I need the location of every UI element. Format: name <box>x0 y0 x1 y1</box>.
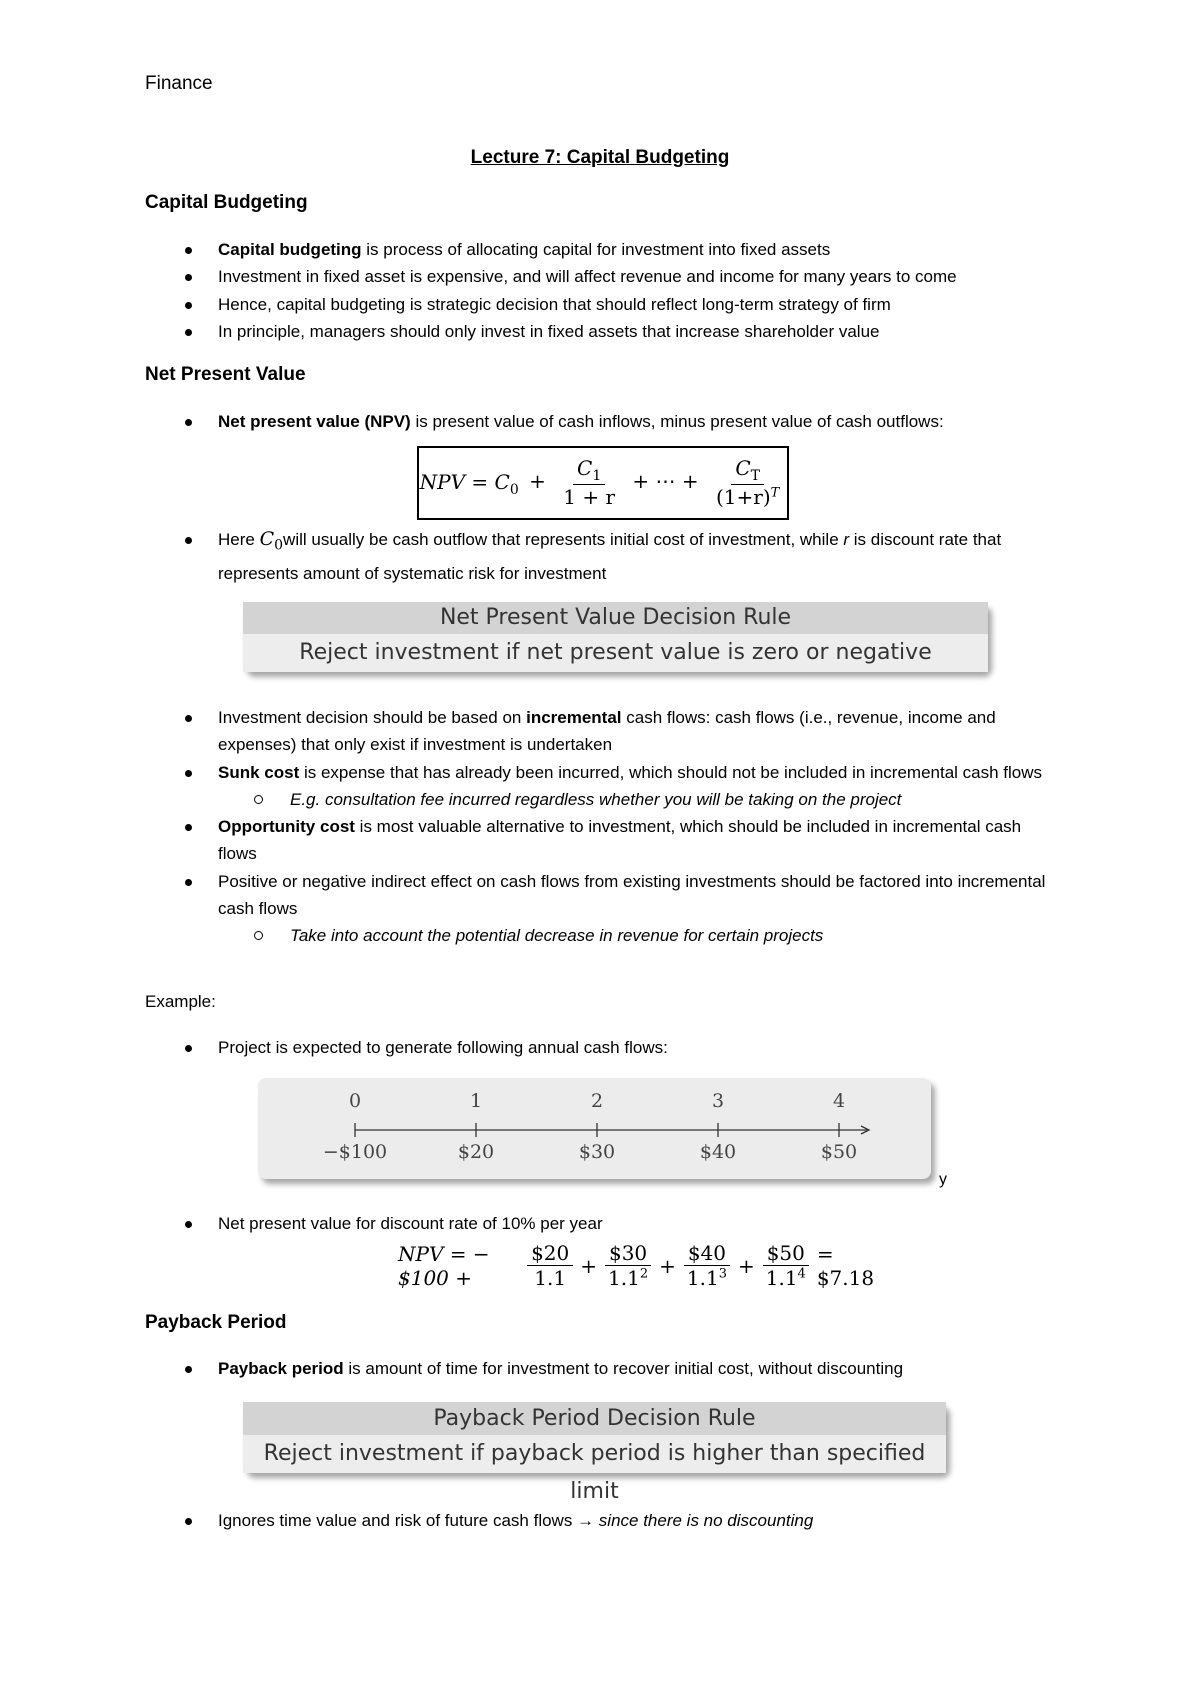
plus-sign: + <box>737 1254 755 1278</box>
list-item: Investment in fixed asset is expensive, and will affect revenue and income for many years to come <box>180 263 1060 290</box>
list-item: Positive or negative indirect effect on cash flows from existing investments should be factored into incremental cash flows <box>180 868 1060 923</box>
list-item: Ignores time value and risk of future cash flows → since there is no discounting <box>180 1507 1060 1534</box>
npv-example-list <box>180 1210 1060 1237</box>
fraction <box>762 1241 810 1291</box>
fraction-numerator: $30 <box>605 1241 651 1266</box>
list-item: Capital budgeting is process of allocating capital for investment into fixed assets <box>180 236 1060 263</box>
fraction <box>527 1241 573 1291</box>
rule-body: Reject investment if payback period is higher than specified limit <box>243 1435 946 1473</box>
cash-flow-timeline <box>258 1078 931 1179</box>
list-item: Investment decision should be based on incremental cash flows: cash flows (i.e., revenue, income and expenses) that only exist if investment is undertaken <box>180 704 1060 759</box>
list-item: Take into account the potential decrease in revenue for certain projects <box>180 922 1060 949</box>
plus-sign: + <box>659 1254 676 1278</box>
payback-decision-rule <box>243 1402 946 1504</box>
timeline-svg <box>258 1078 931 1179</box>
rule-title: Net Present Value Decision Rule <box>243 602 988 634</box>
list-item: Net present value for discount rate of 10% per year <box>180 1210 1060 1237</box>
npv-decision-rule <box>243 602 988 672</box>
timeline-year-label: 2 <box>590 1090 604 1112</box>
timeline-year-label: 0 <box>348 1090 362 1112</box>
npv-formula-box <box>417 446 789 520</box>
rule-body: Reject investment if net present value is zero or negative <box>243 634 988 672</box>
timeline-cash-label: $50 <box>820 1141 858 1163</box>
fraction: $\frac{C_1}{1 + r}$ <box>563 455 616 510</box>
fraction <box>604 1241 652 1291</box>
timeline-cash-label: $20 <box>457 1141 495 1163</box>
list-item: Sunk cost is expense that has already been incurred, which should not be included in incremental cash flows <box>180 759 1060 786</box>
list-item: In principle, managers should only invest in fixed assets that increase shareholder value <box>180 318 1060 345</box>
timeline-cash-label: −$100 <box>322 1141 388 1163</box>
axis-unit-label: y <box>939 1171 947 1188</box>
page-title: Lecture 7: Capital Budgeting <box>470 147 730 168</box>
section-heading-capital-budgeting: Capital Budgeting <box>145 192 308 213</box>
payback-list <box>180 1355 1060 1382</box>
page-header: Finance <box>145 73 213 94</box>
npv-explanation-list <box>180 526 1060 587</box>
calc-fractions <box>524 1241 813 1291</box>
fraction-denominator: $1.1^2$ <box>608 1266 649 1290</box>
fraction-denominator: $1.1^3$ <box>686 1266 727 1290</box>
payback-notes-list <box>180 1507 1060 1534</box>
npv-formula: NPV = $C_0$ + $\frac{C_1}{1 + r}$ + ⋯ + $\frac{C_T}{(1+r)^T}$ <box>420 456 787 511</box>
fraction-numerator: $40 <box>684 1241 730 1266</box>
plus-sign: + <box>580 1254 598 1278</box>
fraction: $\frac{C_T}{(1+r)^T}$ <box>715 455 780 510</box>
section-heading-npv: Net Present Value <box>145 364 306 385</box>
timeline-year-label: 4 <box>832 1090 846 1112</box>
list-item: E.g. consultation fee incurred regardless whether you will be taking on the project <box>180 786 1060 813</box>
fraction-numerator: $50 <box>763 1241 809 1266</box>
capital-budgeting-list <box>180 236 1060 345</box>
list-item: Payback period is amount of time for investment to recover initial cost, without discounting <box>180 1355 1060 1382</box>
example-list <box>180 1034 1060 1061</box>
section-heading-payback: Payback Period <box>145 1312 287 1333</box>
npv-definition-list <box>180 408 1060 435</box>
timeline-cash-label: $30 <box>578 1141 616 1163</box>
timeline-year-label: 1 <box>469 1090 483 1112</box>
npv-example-calculation: NPV = −$100 + $\frac{\$20}{1.1}$ + $\frac{\$30}{1.1^2}$ + $\frac{\$40}{1.1^3}$ + $\frac{\$50}{1.1^4}$ = $7.18 <box>398 1241 875 1290</box>
fraction-denominator: $1.1^4$ <box>765 1266 806 1290</box>
timeline-year-label: 3 <box>711 1090 725 1112</box>
exponent: 4 <box>797 1266 806 1282</box>
exponent: 2 <box>639 1266 649 1282</box>
list-item: Hence, capital budgeting is strategic decision that should reflect long-term strategy of firm <box>180 291 1060 318</box>
exponent: 3 <box>718 1266 727 1282</box>
timeline-cash-label: $40 <box>699 1141 737 1163</box>
list-item: Opportunity cost is most valuable alternative to investment, which should be included in incremental cash flows <box>180 813 1060 868</box>
fraction-numerator: $20 <box>527 1241 573 1266</box>
fraction-denominator: 1.1 <box>534 1266 567 1290</box>
example-label: Example: <box>145 992 216 1011</box>
list-item: Here $C_0will$ usually be cash outflow that represents initial cost of investment, while r is discount rate that represents amount of systematic risk for investment <box>180 526 1060 587</box>
fraction <box>683 1241 731 1291</box>
rule-title: Payback Period Decision Rule <box>243 1402 946 1435</box>
list-item: Net present value (NPV) is present value of cash inflows, minus present value of cash outflows: <box>180 408 1060 435</box>
cash-flow-rules-list <box>180 704 1060 950</box>
list-item: Project is expected to generate following annual cash flows: <box>180 1034 1060 1061</box>
